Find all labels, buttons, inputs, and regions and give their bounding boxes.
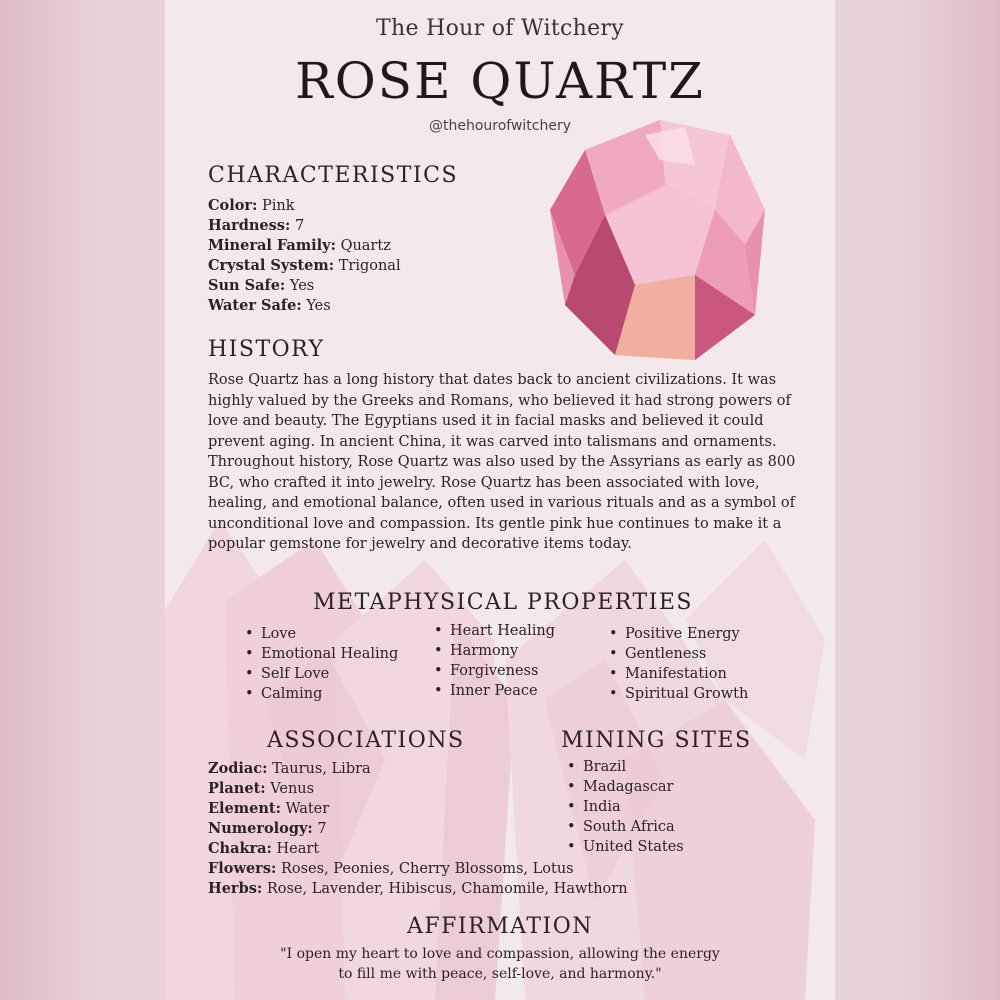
list-item: • Harmony [434,641,555,661]
list-item: • Heart Healing [434,621,555,641]
association-element: Element: Water [208,800,330,817]
characteristic-hardness: Hardness: 7 [208,217,305,234]
associations-heading: ASSOCIATIONS [267,728,465,753]
characteristic-crystal-system: Crystal System: Trigonal [208,257,401,274]
characteristic-sun-safe: Sun Safe: Yes [208,277,315,294]
association-flowers: Flowers: Roses, Peonies, Cherry Blossoms, Lotus [208,860,574,877]
list-item: • Emotional Healing [245,644,398,664]
affirmation-text: "I open my heart to love and compassion, allowing the energy to fill me with peace, self-love, and harmony." [280,946,720,982]
list-item: • Love [245,624,398,644]
history-heading: HISTORY [208,337,325,362]
affirmation-heading: AFFIRMATION [406,914,594,939]
list-item: • Forgiveness [434,661,555,681]
characteristics-heading: CHARACTERISTICS [208,163,459,188]
list-item: • Manifestation [609,664,748,684]
info-card [165,0,835,1000]
association-chakra: Chakra: Heart [208,840,320,857]
characteristic-water-safe: Water Safe: Yes [208,297,331,314]
list-item: • Inner Peace [434,681,555,701]
page-title: ROSE QUARTZ [295,52,705,110]
list-item: • Self Love [245,664,398,684]
metaphysical-heading: METAPHYSICAL PROPERTIES [313,590,693,615]
list-item: • Positive Energy [609,624,748,644]
list-item: • India [567,797,684,817]
association-zodiac: Zodiac: Taurus, Libra [208,760,371,777]
list-item: • Calming [245,684,398,704]
list-item: • South Africa [567,817,684,837]
mining-sites-list [567,757,684,857]
history-paragraph: Rose Quartz has a long history that dates back to ancient civilizations. It was highly valued by the Greeks and Romans, who believed it had strong powers of love and beauty. The Egyptians used it in facial masks and believed it could prevent aging. In ancient China, it was carved into talismans and ornaments. Throughout history, Rose Quartz was also used by the Assyrians as early as 800 BC, who crafted it into jewelry. Rose Quartz has been associated with love, healing, and emotional balance, often used in various rituals and as a symbol of unconditional love and compassion. Its gentle pink hue continues to make it a popular gemstone for jewelry and decorative items today. [208,372,796,552]
association-herbs: Herbs: Rose, Lavender, Hibiscus, Chamomile, Hawthorn [208,880,628,897]
metaphysical-list-column-3 [609,624,748,704]
association-numerology: Numerology: 7 [208,820,327,837]
list-item: • Brazil [567,757,684,777]
metaphysical-list-column-2 [434,621,555,701]
characteristic-color: Color: Pink [208,197,295,214]
list-item: • Gentleness [609,644,748,664]
characteristic-mineral-family: Mineral Family: Quartz [208,237,391,254]
metaphysical-list-column-1 [245,624,398,704]
list-item: • Madagascar [567,777,684,797]
list-item: • Spiritual Growth [609,684,748,704]
social-handle: @thehourofwitchery [428,118,572,134]
associations-list [208,759,628,899]
mining-sites-heading: MINING SITES [561,728,752,753]
list-item: • United States [567,837,684,857]
characteristics-list [208,196,401,316]
brand-name: The Hour of Witchery [376,16,624,41]
association-planet: Planet: Venus [208,780,315,797]
